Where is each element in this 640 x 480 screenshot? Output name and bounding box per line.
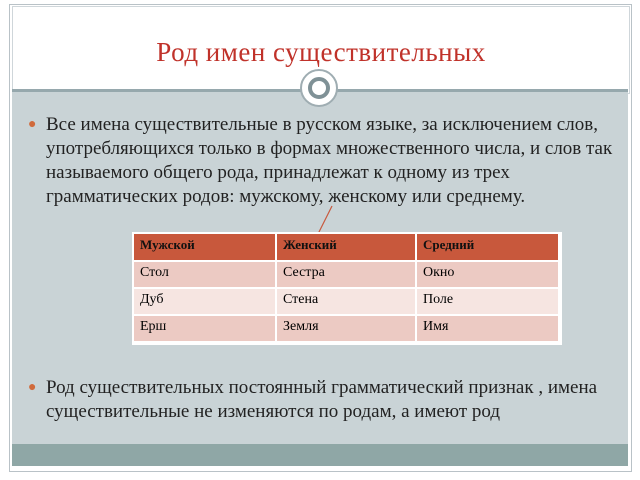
table-cell: Стол <box>134 261 276 288</box>
table-row <box>134 261 559 288</box>
table-header-feminine: Женский <box>276 234 416 261</box>
table-cell: Дуб <box>134 288 276 315</box>
table-row <box>134 315 559 342</box>
bullet-item-2 <box>28 376 618 426</box>
bullet-text-1: Все имена существительные в русском языке, за исключением слов, употребляющихся только в формах множественного числа, и слов так называемого общего рода, принадлежат к одному из трех грамматических родов: мужскому, женскому или среднему. <box>46 114 613 207</box>
table-cell: Ерш <box>134 315 276 342</box>
gender-table <box>134 234 560 343</box>
table-row <box>134 288 559 315</box>
table-cell: Сестра <box>276 261 416 288</box>
table-cell: Земля <box>276 315 416 342</box>
table-cell: Поле <box>416 288 559 315</box>
table-cell: Окно <box>416 261 559 288</box>
table-cell: Стена <box>276 288 416 315</box>
bullet-marker-icon: ● <box>28 117 37 132</box>
table-header-masculine: Мужской <box>134 234 276 261</box>
table-cell: Имя <box>416 315 559 342</box>
table-header-neuter: Средний <box>416 234 559 261</box>
table-header-row <box>134 234 559 261</box>
slide-title: Род имен существительных <box>156 37 486 67</box>
bullet-text-2: Род существительных постоянный грамматический признак , имена существительные не изменяются по родам, а имеют род <box>46 377 598 422</box>
bullet-marker-icon: ● <box>28 380 37 395</box>
